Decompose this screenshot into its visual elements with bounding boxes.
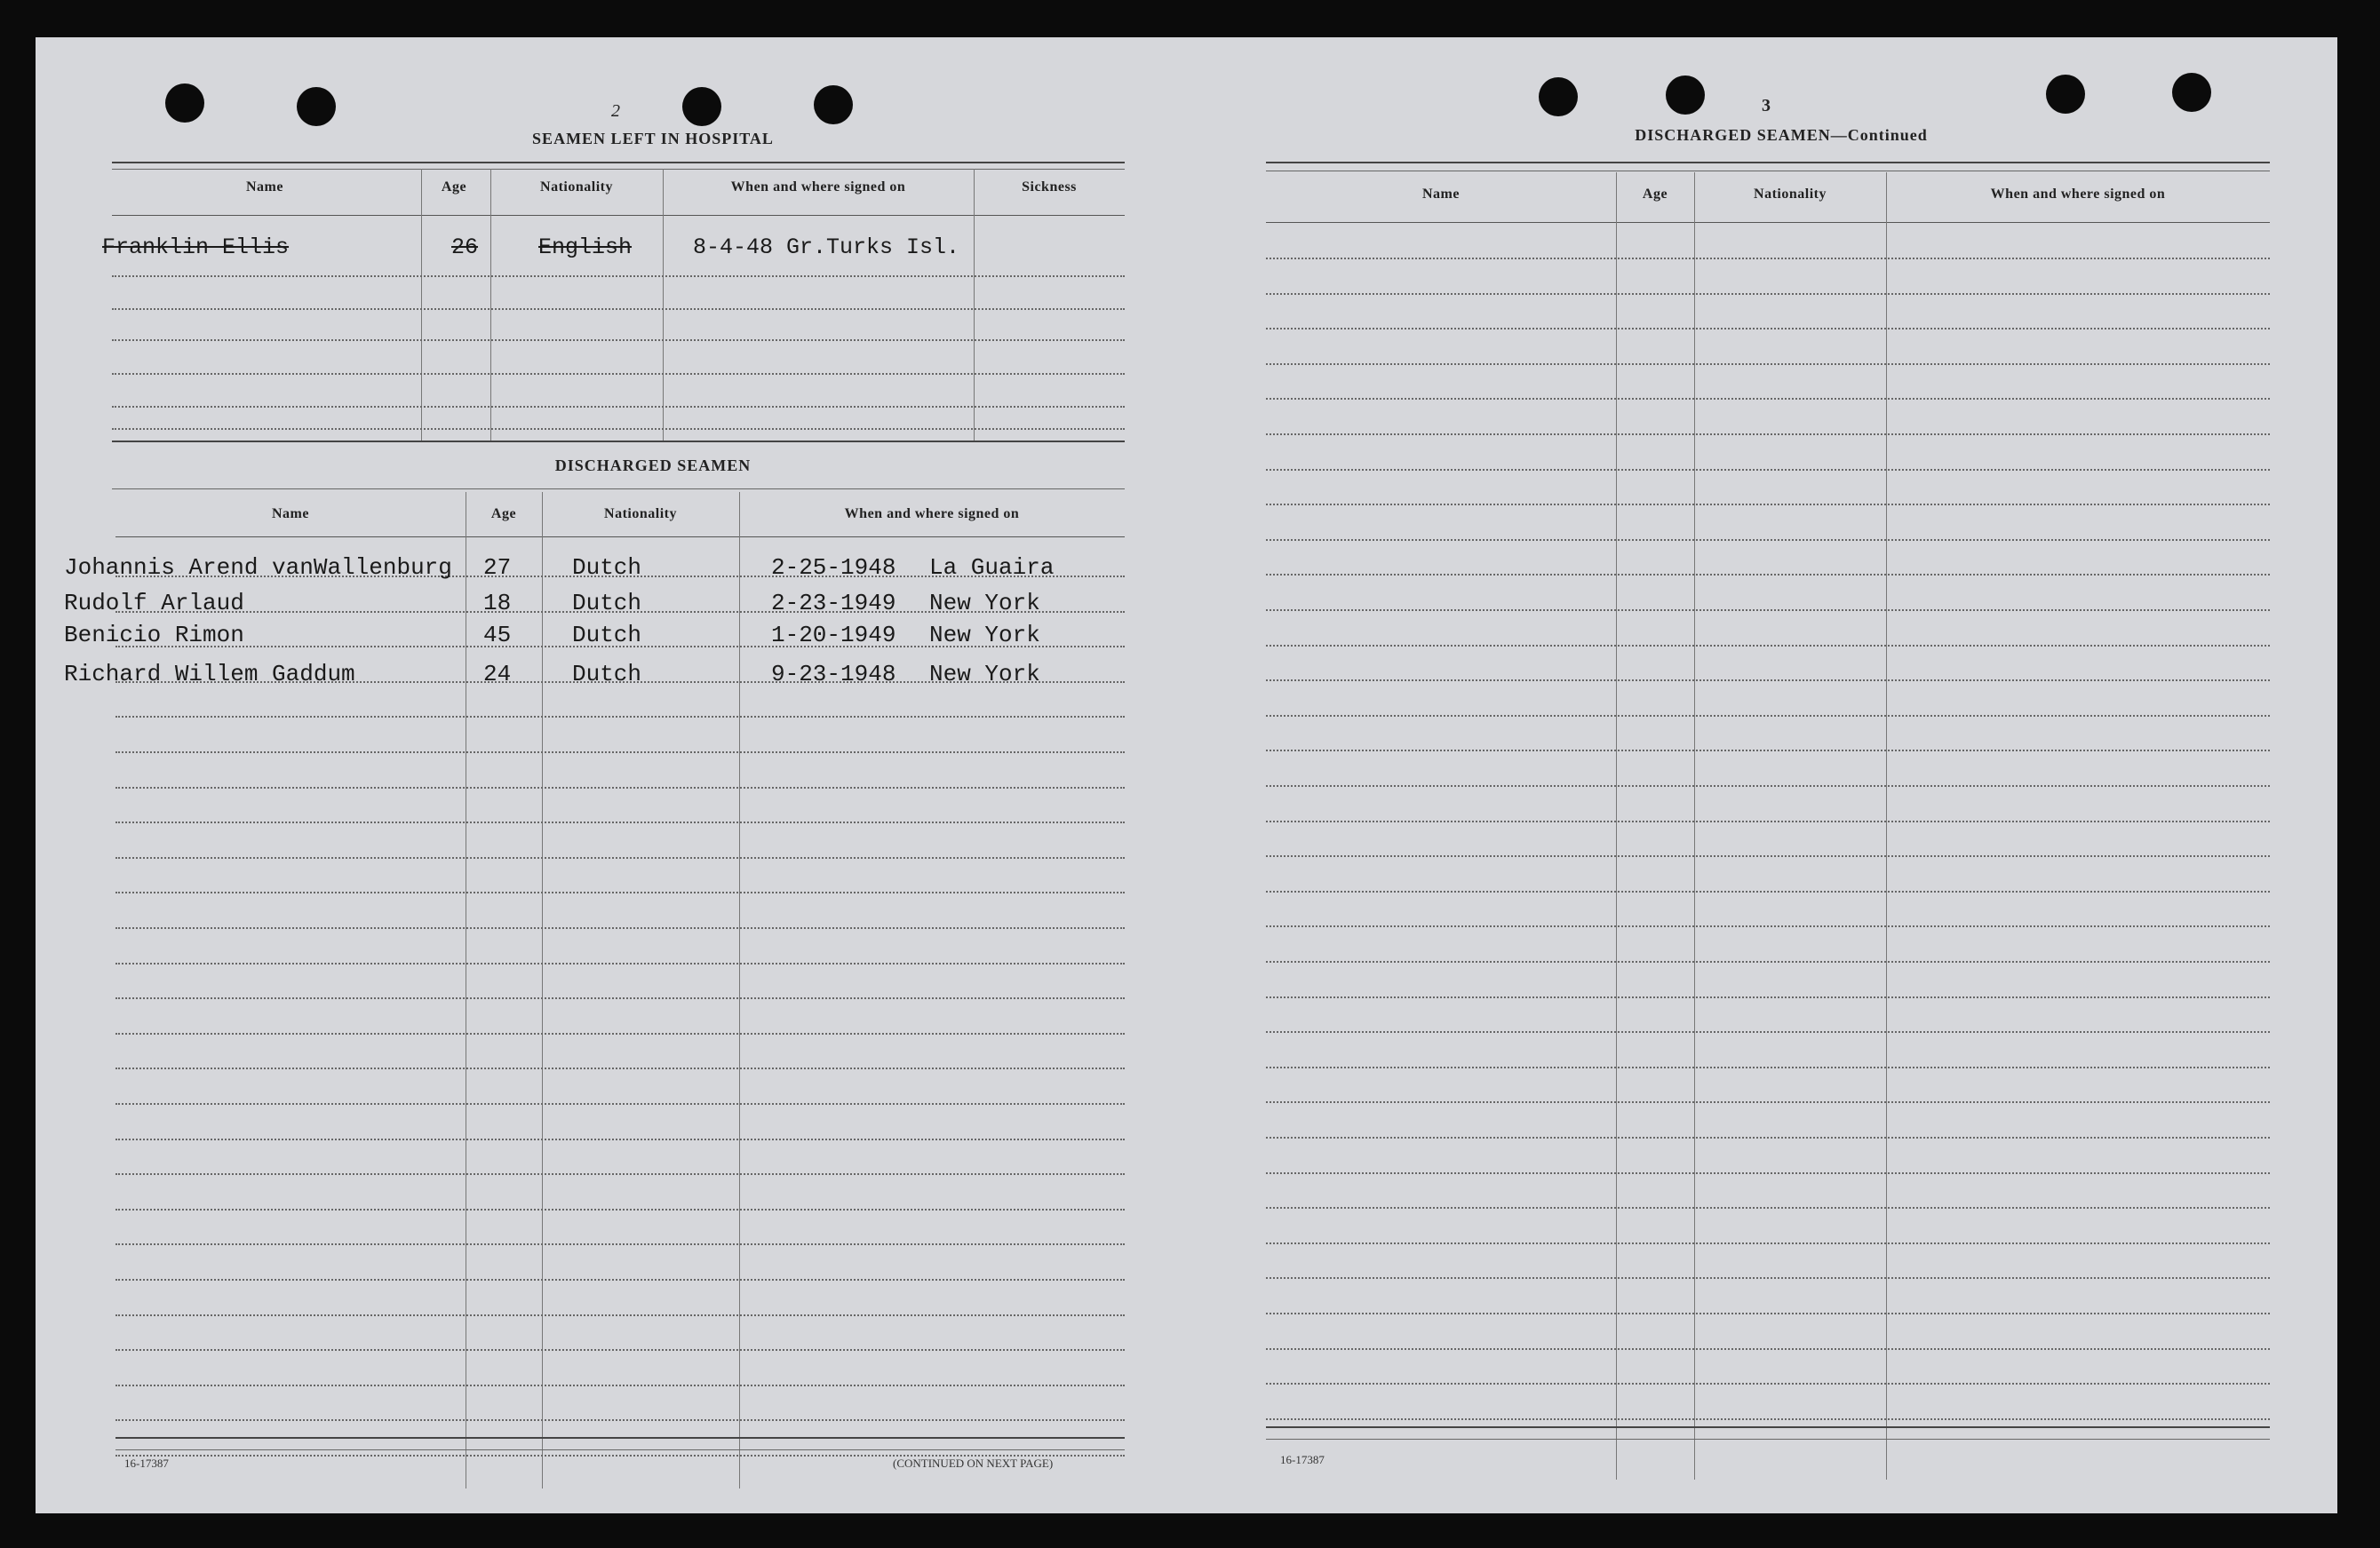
page-number: 2: [611, 101, 620, 121]
discharged-name: Richard Willem Gaddum: [64, 661, 355, 687]
discharged-date: 2-25-1948: [771, 554, 896, 581]
hospital-title: SEAMEN LEFT IN HOSPITAL: [532, 130, 774, 147]
right-col-header: Nationality: [1754, 187, 1827, 202]
hospital-name: Franklin Ellis: [102, 234, 290, 260]
discharged-nationality: Dutch: [572, 622, 642, 648]
discharged-name: Benicio Rimon: [64, 622, 244, 648]
hospital-col-header: Name: [246, 179, 283, 194]
punch-hole: [165, 83, 204, 123]
hospital-nationality: English: [538, 234, 633, 260]
discharged-col-header: Nationality: [604, 506, 677, 521]
discharged-col-header: Name: [272, 506, 309, 521]
discharged-age: 24: [483, 661, 512, 687]
hospital-col-header: Age: [441, 179, 467, 194]
discharged-date: 1-20-1949: [771, 622, 896, 648]
discharged-col-header: Age: [490, 506, 517, 521]
discharged-nationality: Dutch: [572, 590, 642, 616]
discharged-title: DISCHARGED SEAMEN: [554, 456, 752, 474]
right-col-header: Age: [1642, 187, 1668, 202]
discharged-nationality: Dutch: [572, 554, 642, 581]
discharged-col-header: When and where signed on: [844, 506, 1020, 521]
discharged-age: 45: [483, 622, 512, 648]
discharged-place: La Guaira: [929, 554, 1055, 581]
discharged-date: 2-23-1949: [771, 590, 896, 616]
punch-hole: [1539, 77, 1578, 116]
discharged-place: New York: [929, 590, 1040, 616]
right-title: DISCHARGED SEAMEN—Continued: [1635, 126, 1928, 144]
punch-hole: [814, 85, 853, 124]
hospital-signed-on: 8-4-48 Gr.Turks Isl.: [693, 234, 960, 260]
hospital-age: 26: [451, 234, 479, 260]
page-number: 3: [1762, 96, 1771, 115]
hospital-col-header: Nationality: [540, 179, 613, 194]
discharged-age: 18: [483, 590, 512, 616]
continued-note: (CONTINUED ON NEXT PAGE): [893, 1457, 1054, 1470]
form-number: 16-17387: [1280, 1453, 1325, 1466]
discharged-nationality: Dutch: [572, 661, 642, 687]
punch-hole: [1666, 75, 1705, 115]
left-page: [36, 37, 1208, 1513]
punch-hole: [682, 87, 721, 126]
right-col-header: Name: [1422, 187, 1460, 202]
discharged-age: 27: [483, 554, 512, 581]
discharged-place: New York: [929, 661, 1040, 687]
hospital-col-header: Sickness: [1022, 179, 1077, 194]
right-col-header: When and where signed on: [1990, 187, 2166, 202]
hospital-col-header: When and where signed on: [730, 179, 906, 194]
discharged-name: Johannis Arend vanWallenburg: [64, 554, 452, 581]
punch-hole: [2172, 73, 2211, 112]
discharged-date: 9-23-1948: [771, 661, 896, 687]
punch-hole: [297, 87, 336, 126]
discharged-place: New York: [929, 622, 1040, 648]
punch-hole: [2046, 75, 2085, 114]
right-page: [1204, 37, 2337, 1513]
discharged-name: Rudolf Arlaud: [64, 590, 244, 616]
form-number: 16-17387: [124, 1457, 169, 1470]
